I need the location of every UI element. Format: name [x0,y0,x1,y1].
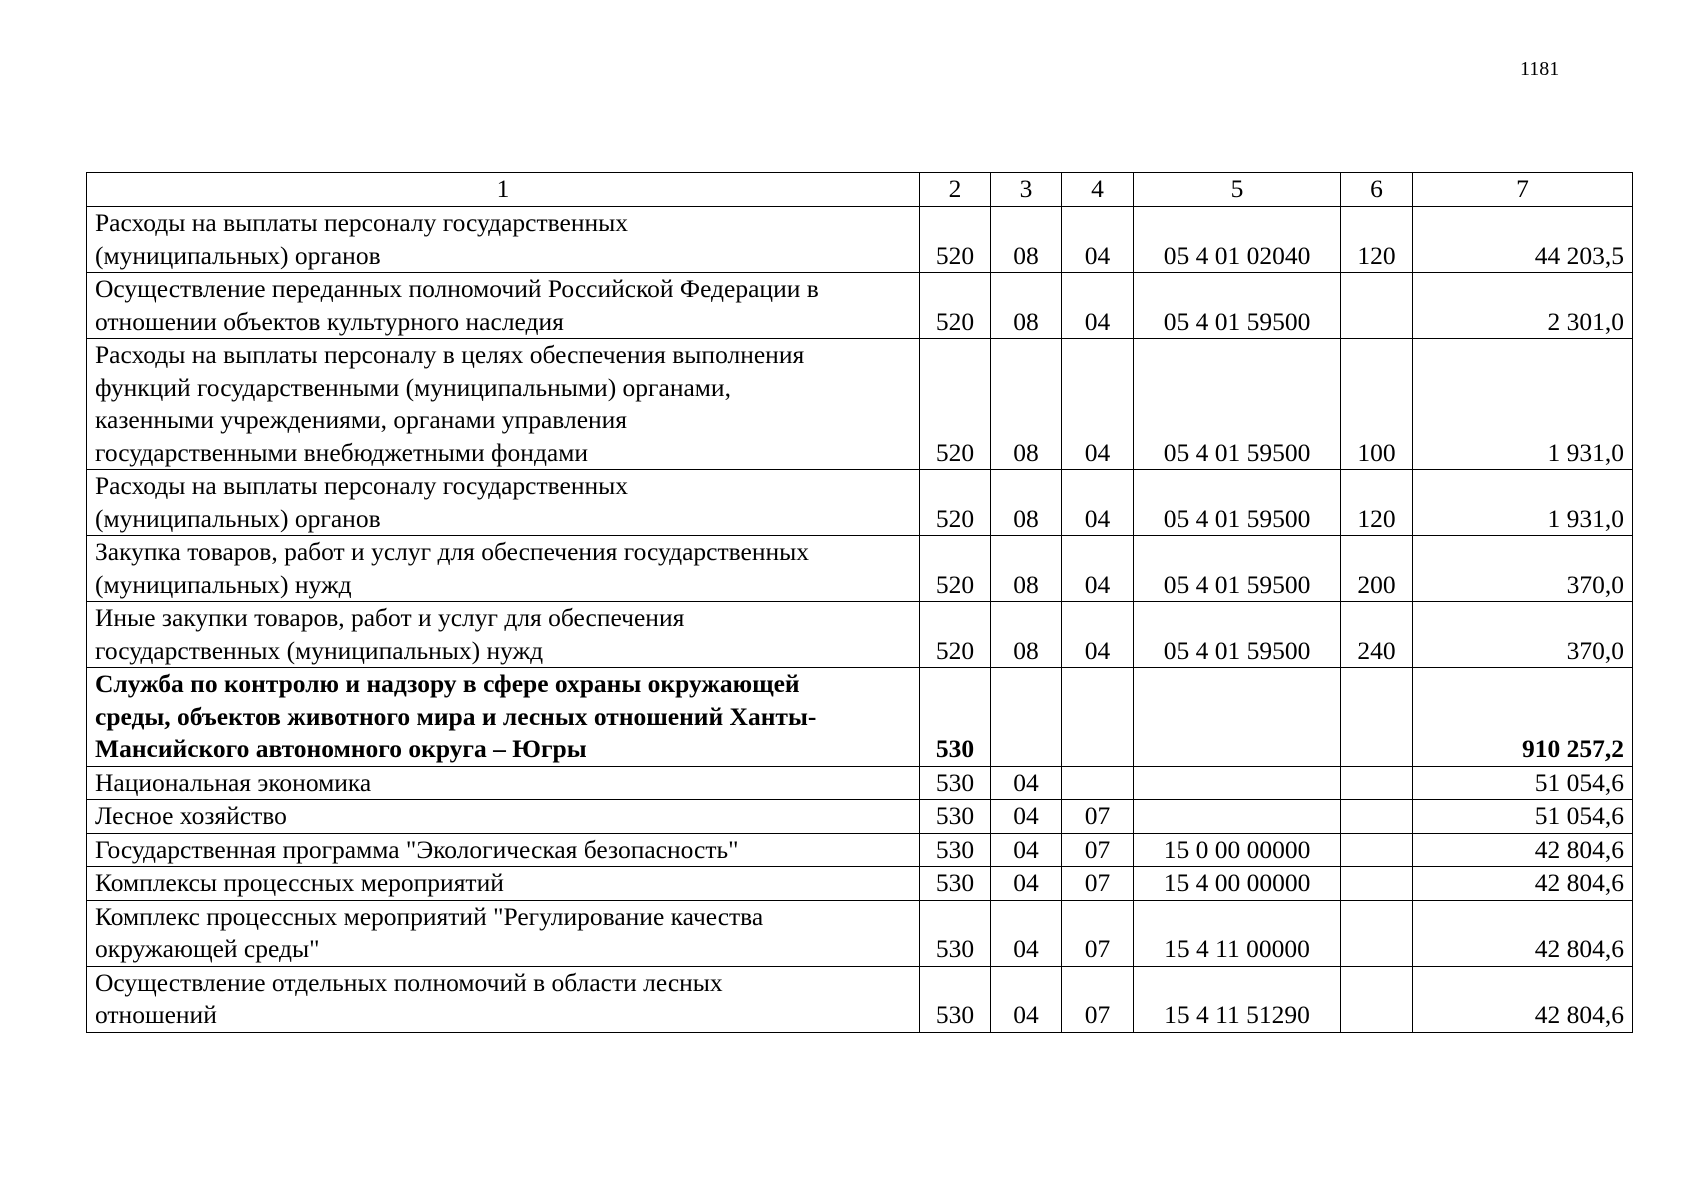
row-name-cell [87,339,920,470]
cell-c6 [1341,966,1413,1032]
table-row [87,966,1633,1032]
cell-c6 [1341,668,1413,767]
cell-c7: 42 804,6 [1413,833,1633,867]
cell-c7: 51 054,6 [1413,800,1633,834]
cell-c5: 15 4 00 00000 [1134,867,1341,901]
cell-c4: 07 [1062,900,1134,966]
cell-c5 [1134,800,1341,834]
row-name-cell [87,668,920,767]
cell-c7: 370,0 [1413,536,1633,602]
cell-c5: 15 4 11 51290 [1134,966,1341,1032]
table-row [87,900,1633,966]
cell-c2: 530 [920,966,991,1032]
row-name-line: Расходы на выплаты персоналу государственных [95,471,628,500]
row-name-line: отношений [95,1000,217,1029]
row-name-line: государственными внебюджетными фондами [95,437,589,467]
cell-c5 [1134,766,1341,800]
cell-c2: 530 [920,900,991,966]
row-name-line: среды, объектов животного мира и лесных отношений Ханты- [95,701,817,731]
row-name-line: Служба по контролю и надзору в сфере охраны окружающей [95,669,800,698]
cell-c6 [1341,867,1413,901]
cell-c4: 07 [1062,800,1134,834]
cell-c3 [991,668,1062,767]
table-row [87,207,1633,273]
cell-c2: 520 [920,207,991,273]
row-name-cell [87,833,920,867]
cell-c7: 42 804,6 [1413,867,1633,901]
row-name-line: (муниципальных) органов [95,503,381,533]
table-row [87,766,1633,800]
row-name-line: Мансийского автономного округа – Югры [95,734,587,763]
row-name-line: Лесное хозяйство [95,801,287,830]
cell-c6 [1341,800,1413,834]
cell-c3: 04 [991,966,1062,1032]
header-cell-3: 3 [991,173,1062,207]
cell-c7: 2 301,0 [1413,273,1633,339]
header-cell-1: 1 [87,173,920,207]
table-row [87,800,1633,834]
row-name-cell [87,536,920,602]
row-name-line: Комплексы процессных мероприятий [95,868,504,897]
cell-c3: 04 [991,900,1062,966]
row-name-cell [87,207,920,273]
cell-c3: 08 [991,273,1062,339]
cell-c4: 07 [1062,867,1134,901]
row-name-cell [87,273,920,339]
cell-c7: 370,0 [1413,602,1633,668]
cell-c5: 05 4 01 59500 [1134,339,1341,470]
cell-c7: 910 257,2 [1413,668,1633,767]
cell-c3: 08 [991,207,1062,273]
cell-c3: 08 [991,602,1062,668]
row-name-line: Расходы на выплаты персоналу в целях обеспечения выполнения [95,340,805,369]
cell-c4: 04 [1062,602,1134,668]
cell-c6 [1341,273,1413,339]
cell-c2: 530 [920,766,991,800]
budget-table [86,172,1633,1033]
cell-c6: 120 [1341,207,1413,273]
cell-c7: 51 054,6 [1413,766,1633,800]
table-row [87,833,1633,867]
cell-c3: 04 [991,833,1062,867]
row-name-line: Государственная программа "Экологическая безопасность" [95,834,739,864]
page-number: 1181 [1520,58,1560,80]
cell-c5: 05 4 01 59500 [1134,273,1341,339]
row-name-line: Расходы на выплаты персоналу государственных [95,208,628,237]
table-row [87,867,1633,901]
cell-c4 [1062,668,1134,767]
cell-c7: 1 931,0 [1413,470,1633,536]
row-name-line: отношении объектов культурного наследия [95,306,564,336]
table-row [87,536,1633,602]
cell-c4: 04 [1062,273,1134,339]
cell-c4: 04 [1062,470,1134,536]
cell-c2: 520 [920,536,991,602]
header-row [87,173,1633,207]
row-name-cell [87,966,920,1032]
header-cell-4: 4 [1062,173,1134,207]
row-name-cell [87,766,920,800]
cell-c6: 100 [1341,339,1413,470]
cell-c4: 07 [1062,966,1134,1032]
row-name-line: Закупка товаров, работ и услуг для обеспечения государственных [95,537,810,566]
cell-c5: 05 4 01 59500 [1134,470,1341,536]
cell-c6 [1341,766,1413,800]
row-name-cell [87,867,920,901]
row-name-line: Комплекс процессных мероприятий "Регулирование качества [95,901,764,931]
row-name-cell [87,900,920,966]
cell-c4: 07 [1062,833,1134,867]
cell-c3: 04 [991,766,1062,800]
cell-c6: 200 [1341,536,1413,602]
cell-c2: 520 [920,273,991,339]
row-name-line: (муниципальных) нужд [95,569,352,599]
cell-c2: 520 [920,339,991,470]
cell-c2: 530 [920,668,991,767]
cell-c5: 05 4 01 02040 [1134,207,1341,273]
row-name-line: Осуществление переданных полномочий Российской Федерации в [95,274,819,303]
table-row [87,273,1633,339]
row-name-line: (муниципальных) органов [95,240,381,270]
cell-c6: 120 [1341,470,1413,536]
header-cell-6: 6 [1341,173,1413,207]
header-cell-2: 2 [920,173,991,207]
row-name-line: Национальная экономика [95,767,372,797]
cell-c6 [1341,900,1413,966]
cell-c2: 520 [920,602,991,668]
cell-c7: 44 203,5 [1413,207,1633,273]
cell-c3: 08 [991,339,1062,470]
row-name-cell [87,602,920,668]
cell-c2: 530 [920,833,991,867]
header-cell-5: 5 [1134,173,1341,207]
cell-c3: 08 [991,536,1062,602]
row-name-line: Иные закупки товаров, работ и услуг для обеспечения [95,603,685,632]
row-name-cell [87,470,920,536]
cell-c6 [1341,833,1413,867]
cell-c5: 05 4 01 59500 [1134,602,1341,668]
table-body [87,207,1633,1033]
row-name-line: государственных (муниципальных) нужд [95,635,544,665]
row-name-line: Осуществление отдельных полномочий в области лесных [95,967,723,997]
table-row [87,602,1633,668]
cell-c3: 04 [991,800,1062,834]
cell-c2: 530 [920,800,991,834]
cell-c3: 08 [991,470,1062,536]
table-row [87,668,1633,767]
row-name-line: окружающей среды" [95,934,320,963]
cell-c2: 520 [920,470,991,536]
header-cell-7: 7 [1413,173,1633,207]
cell-c3: 04 [991,867,1062,901]
cell-c6: 240 [1341,602,1413,668]
cell-c7: 42 804,6 [1413,900,1633,966]
cell-c4 [1062,766,1134,800]
cell-c4: 04 [1062,207,1134,273]
cell-c5: 15 4 11 00000 [1134,900,1341,966]
cell-c4: 04 [1062,339,1134,470]
table-row [87,339,1633,470]
cell-c5 [1134,668,1341,767]
table-row [87,470,1633,536]
cell-c4: 04 [1062,536,1134,602]
row-name-line: функций государственными (муниципальными) органами, [95,372,731,402]
cell-c2: 530 [920,867,991,901]
cell-c7: 1 931,0 [1413,339,1633,470]
cell-c7: 42 804,6 [1413,966,1633,1032]
row-name-cell [87,800,920,834]
cell-c5: 05 4 01 59500 [1134,536,1341,602]
cell-c5: 15 0 00 00000 [1134,833,1341,867]
row-name-line: казенными учреждениями, органами управления [95,405,628,434]
